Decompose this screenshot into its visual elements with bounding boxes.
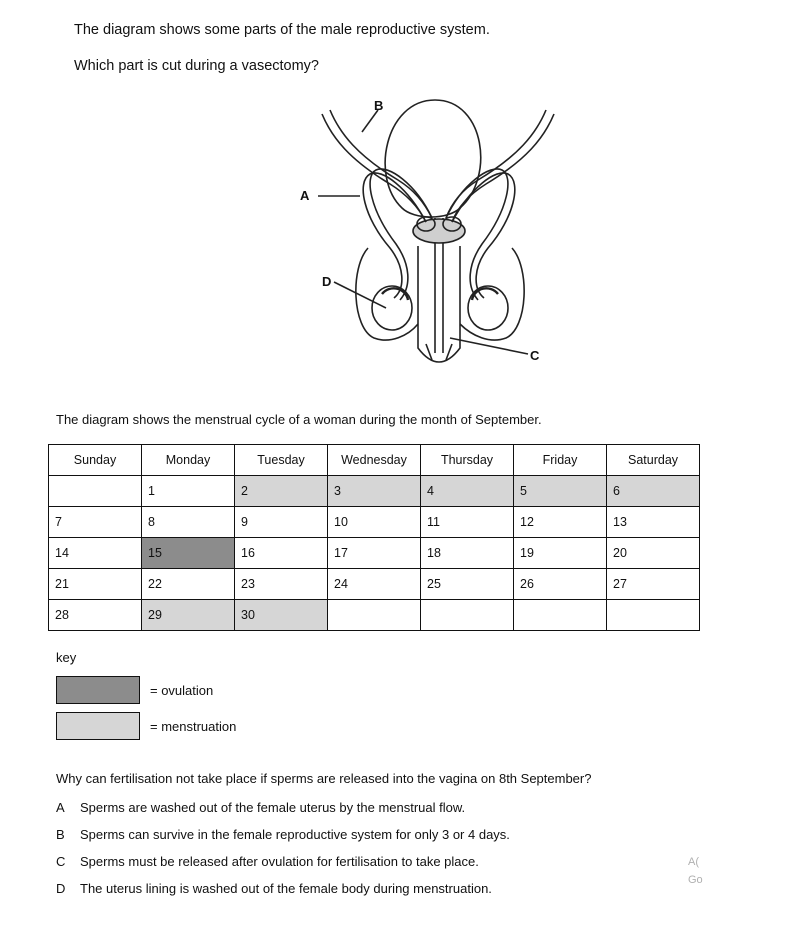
calendar-day-cell: 21 [49,569,142,600]
option-c[interactable] [56,854,510,869]
calendar-day-cell: 4 [421,476,514,507]
calendar-day-cell: 17 [328,538,421,569]
calendar-day-cell: 5 [514,476,607,507]
calendar-day-cell: 19 [514,538,607,569]
overlay-text-line-2: Go [688,874,703,886]
ovulation-swatch [56,676,140,704]
calendar-week-row [49,569,700,600]
menstruation-swatch [56,712,140,740]
day-header: Monday [142,445,235,476]
calendar-day-cell [514,600,607,631]
calendar-day-cell [328,600,421,631]
prostate-gland [413,219,465,243]
key-ovulation-label: = ovulation [150,682,214,698]
day-header: Tuesday [235,445,328,476]
calendar-day-cell: 7 [49,507,142,538]
day-header: Saturday [607,445,700,476]
calendar-day-cell: 22 [142,569,235,600]
calendar-week-row [49,600,700,631]
label-d: D [322,274,332,289]
calendar-day-cell [421,600,514,631]
key-menstruation [56,712,236,740]
scrotum [356,248,418,340]
option-a[interactable] [56,800,510,815]
calendar-header-row [49,445,700,476]
calendar-day-cell: 11 [421,507,514,538]
calendar-day-cell: 25 [421,569,514,600]
option-letter: D [56,881,66,896]
calendar-day-cell: 16 [235,538,328,569]
calendar-day-cell: 18 [421,538,514,569]
label-b-line [362,110,378,132]
calendar-day-cell: 26 [514,569,607,600]
calendar-day-cell: 28 [49,600,142,631]
option-text: Sperms must be released after ovulation for fertilisation to take place. [80,854,479,869]
option-letter: C [56,854,66,869]
key-menstruation-label: = menstruation [150,718,237,734]
calendar-week-row [49,538,700,569]
calendar-day-cell: 12 [514,507,607,538]
label-c: C [530,348,540,363]
calendar-day-cell: 3 [328,476,421,507]
answer-options [56,800,510,908]
calendar-day-cell [607,600,700,631]
calendar-day-cell: 8 [142,507,235,538]
penis [418,246,460,362]
day-header: Wednesday [328,445,421,476]
male-reproductive-diagram [290,98,560,388]
key-title: key [56,650,77,665]
option-text: The uterus lining is washed out of the female body during menstruation. [80,881,492,896]
day-header: Sunday [49,445,142,476]
option-d[interactable] [56,881,510,896]
calendar-day-cell: 10 [328,507,421,538]
question-1-intro: The diagram shows some parts of the male reproductive system. [74,22,490,38]
menstrual-calendar [48,444,700,631]
calendar-day-cell: 29 [142,600,235,631]
calendar-day-cell [49,476,142,507]
calendar-day-cell: 30 [235,600,328,631]
calendar-week-row [49,476,700,507]
option-letter: B [56,827,65,842]
label-b: B [374,98,384,113]
calendar-day-cell: 13 [607,507,700,538]
question-1 [74,22,490,94]
calendar-week-row [49,507,700,538]
label-d-line [334,282,386,308]
day-header: Thursday [421,445,514,476]
calendar-day-cell: 24 [328,569,421,600]
calendar-day-cell: 20 [607,538,700,569]
overlay-text-line-1: A( [688,856,699,868]
calendar-day-cell: 14 [49,538,142,569]
question-1-prompt: Which part is cut during a vasectomy? [74,58,319,74]
option-b[interactable] [56,827,510,842]
key-ovulation [56,676,213,704]
calendar-day-cell: 15 [142,538,235,569]
day-header: Friday [514,445,607,476]
calendar-day-cell: 1 [142,476,235,507]
calendar-day-cell: 27 [607,569,700,600]
question-2-prompt: Why can fertilisation not take place if sperms are released into the vagina on 8th September? [56,771,592,786]
calendar-day-cell: 6 [607,476,700,507]
calendar-day-cell: 23 [235,569,328,600]
calendar-day-cell: 2 [235,476,328,507]
calendar-day-cell: 9 [235,507,328,538]
label-a: A [300,188,310,203]
option-text: Sperms can survive in the female reproductive system for only 3 or 4 days. [80,827,510,842]
question-2-intro: The diagram shows the menstrual cycle of a woman during the month of September. [56,412,542,427]
option-text: Sperms are washed out of the female uterus by the menstrual flow. [80,800,466,815]
option-letter: A [56,800,65,815]
